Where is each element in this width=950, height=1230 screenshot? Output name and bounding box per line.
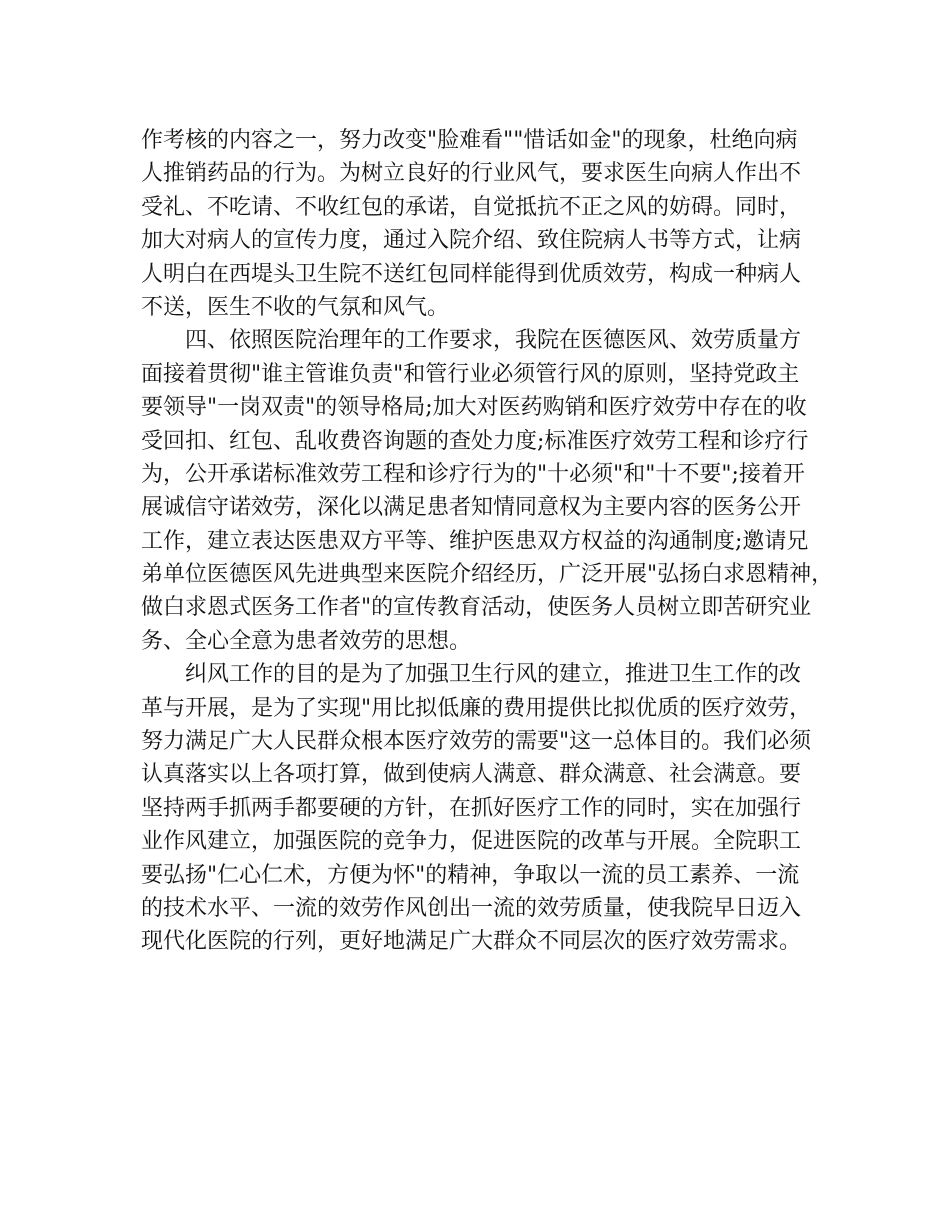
paragraph-line: 的技术水平、一流的效劳作风创出一流的效劳质量，使我院早日迈入 [141, 895, 802, 921]
paragraph-line: 做白求恩式医务工作者"的宣传教育活动，使医务人员树立即苦研究业 [141, 595, 812, 621]
paragraph-line: 人推销药品的行为。为树立良好的行业风气，要求医生向病人作出不 [141, 161, 802, 187]
paragraph-2 [141, 324, 834, 658]
paragraph-1 [141, 124, 821, 324]
document-body [141, 124, 834, 959]
paragraph-line: 要领导"一岗双责"的领导格局;加大对医药购销和医疗效劳中存在的收 [141, 395, 807, 421]
paragraph-line: 为，公开承诺标准效劳工程和诊疗行为的"十必须"和"十不要";接着开 [141, 461, 805, 487]
paragraph-first-line: 四、依照医院治理年的工作要求，我院在医德医风、效劳质量方 [185, 328, 802, 354]
paragraph-line: 现代化医院的行列，更好地满足广大群众不同层次的医疗效劳需求。 [141, 929, 802, 955]
paragraph-line: 认真落实以上各项打算，做到使病人满意、群众满意、社会满意。要 [141, 762, 802, 788]
paragraph-line: 坚持两手抓两手都要硬的方针，在抓好医疗工作的同时，实在加强行 [141, 795, 802, 821]
paragraph-line: 工作，建立表达医患双方平等、维护医患双方权益的沟通制度;邀请兄 [141, 528, 809, 554]
paragraph-first-line: 纠风工作的目的是为了加强卫生行风的建立，推进卫生工作的改 [185, 662, 802, 688]
paragraph-line: 加大对病人的宣传力度，通过入院介绍、致住院病人书等方式，让病 [141, 228, 802, 254]
paragraph-line: 弟单位医德医风先进典型来医院介绍经历，广泛开展"弘扬白求恩精神， [141, 562, 834, 588]
paragraph-line: 务、全心全意为患者效劳的思想。 [141, 628, 472, 654]
paragraph-line: 面接着贯彻"谁主管谁负责"和管行业必须管行风的原则，坚持党政主 [141, 361, 800, 387]
paragraph-line: 革与开展，是为了实现"用比拟低廉的费用提供比拟优质的医疗效劳， [141, 695, 812, 721]
paragraph-line: 作考核的内容之一，努力改变"脸难看""惜话如金"的现象，杜绝向病 [141, 128, 798, 153]
paragraph-3 [141, 658, 821, 959]
paragraph-line: 展诚信守诺效劳，深化以满足患者知情同意权为主要内容的医务公开 [141, 495, 802, 521]
paragraph-line: 不送，医生不收的气氛和风气。 [141, 294, 450, 320]
paragraph-line: 业作风建立，加强医院的竞争力，促进医院的改革与开展。全院职工 [141, 829, 802, 855]
paragraph-line: 受礼、不吃请、不收红包的承诺，自觉抵抗不正之风的妨碍。同时， [141, 194, 802, 220]
paragraph-line: 努力满足广大人民群众根本医疗效劳的需要"这一总体目的。我们必须 [141, 729, 812, 755]
paragraph-line: 要弘扬"仁心仁术，方便为怀"的精神，争取以一流的员工素养、一流 [141, 862, 800, 888]
paragraph-line: 人明白在西堤头卫生院不送红包同样能得到优质效劳，构成一种病人 [141, 261, 802, 287]
paragraph-line: 受回扣、红包、乱收费咨询题的查处力度;标准医疗效劳工程和诊疗行 [141, 428, 809, 454]
